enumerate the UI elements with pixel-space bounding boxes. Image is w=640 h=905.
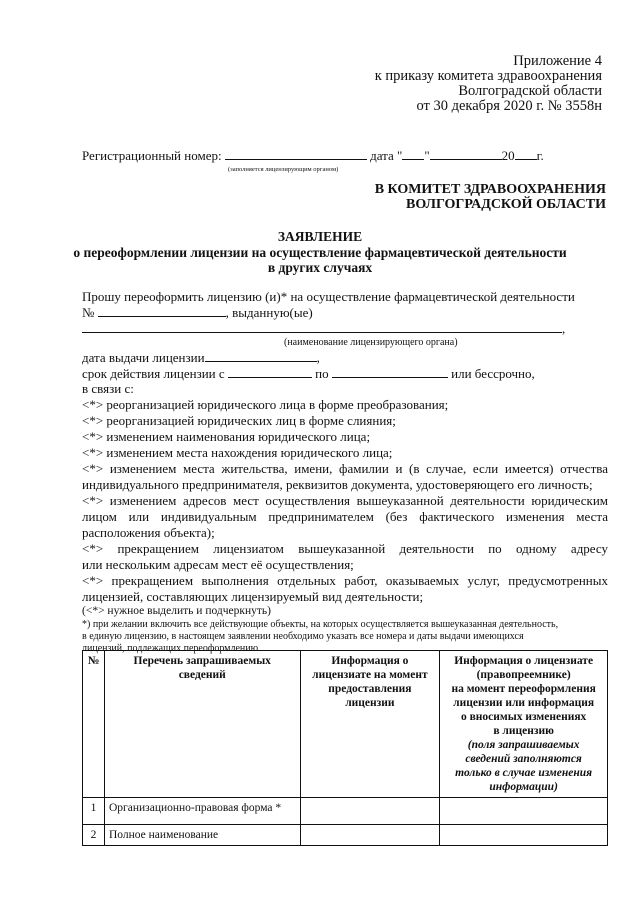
document-subtitle-2: в других случаях xyxy=(267,260,373,275)
registration-note: (заполняется лицензирующим органом) xyxy=(228,166,339,173)
table-row xyxy=(83,798,608,825)
reason-item-8-line-2: лицензией, составляющих лицензируемый вид деятельности; xyxy=(82,589,424,604)
row-name: Организационно-правовая форма * xyxy=(104,798,300,825)
table-header-row xyxy=(83,651,608,798)
year-prefix: 20 xyxy=(501,148,515,163)
reason-item-7-line-1[interactable]: <*> прекращением лицензиатом вышеуказанной деятельности по одному адресу xyxy=(82,541,608,556)
document-title: ЗАЯВЛЕНИЕ xyxy=(277,229,363,244)
header-number: № xyxy=(83,651,105,798)
row-initial-info-cell[interactable] xyxy=(300,825,440,846)
row-number: 1 xyxy=(83,798,105,825)
reason-item[interactable]: <*> изменением наименования юридического лица; xyxy=(82,429,371,444)
registration-number-field[interactable] xyxy=(225,148,367,160)
header-info-reissue: Информация о лицензиате (правопреемнике) на момент переоформления лицензии или информация о вносимых изменениях в лицензию (поля запрашиваемых сведений заполняются только в случае изменения информации) xyxy=(440,651,608,798)
addressee-line-2: ВОЛГОГРАДСКОЙ ОБЛАСТИ xyxy=(406,197,606,212)
validity-to-field[interactable] xyxy=(332,366,448,378)
footnote-line-1: *) при желании включить все действующие объекты, на которых осуществляется вышеуказанная деятельность, xyxy=(82,619,559,630)
footnote-line-3: лицензий, подлежащих переоформлению xyxy=(82,643,259,654)
footnote-line-2: в единую лицензию, в настоящем заявлении необходимо указать все номера и даты выдачи имеющихся xyxy=(82,631,524,642)
addressee-line-1: В КОМИТЕТ ЗДРАВООХРАНЕНИЯ xyxy=(374,182,606,197)
date-day-field[interactable] xyxy=(402,148,424,160)
issue-date-line: дата выдачи лицензии , xyxy=(82,350,320,365)
row-reissue-info-cell[interactable] xyxy=(440,798,608,825)
authority-line xyxy=(82,321,565,337)
date-quote: " xyxy=(424,148,430,163)
document-subtitle-1: о переоформлении лицензии на осуществление фармацевтической деятельности xyxy=(73,245,567,260)
reason-item-8-line-1[interactable]: <*> прекращением выполнения отдельных работ, оказываемых услуг, предусмотренных xyxy=(82,573,608,588)
number-label: № xyxy=(82,305,95,320)
validity-line xyxy=(82,366,535,382)
registration-label: Регистрационный номер: xyxy=(82,148,222,163)
year-suffix: г. xyxy=(536,148,544,163)
table-row xyxy=(83,825,608,846)
license-number-field[interactable] xyxy=(98,305,226,317)
row-name: Полное наименование xyxy=(104,825,300,846)
annex-line-4: от 30 декабря 2020 г. № 3558н xyxy=(416,98,602,114)
requested-info-table xyxy=(82,650,608,846)
annex-line-3: Волгоградской области xyxy=(458,83,602,99)
date-month-field[interactable] xyxy=(430,148,502,160)
reason-item-7-line-2: или нескольким адресам мест её осуществления; xyxy=(82,557,354,572)
row-initial-info-cell[interactable] xyxy=(300,798,440,825)
validity-to-label: по xyxy=(315,366,329,381)
issue-date-label: дата выдачи лицензии xyxy=(82,350,205,365)
row-number: 2 xyxy=(83,825,105,846)
reason-intro: в связи с: xyxy=(82,381,134,396)
authority-field[interactable] xyxy=(82,321,562,333)
reason-item-5-line-2: индивидуального предпринимателя, реквизитов документа, удостоверяющего его личность; xyxy=(82,477,593,492)
reason-item[interactable]: <*> реорганизацией юридических лиц в форме слияния; xyxy=(82,413,396,428)
authority-note: (наименование лицензирующего органа) xyxy=(284,337,458,348)
registration-line xyxy=(82,148,544,164)
date-year-field[interactable] xyxy=(515,148,537,160)
license-number-line xyxy=(82,305,313,321)
date-label: дата " xyxy=(370,148,403,163)
issue-date-field[interactable] xyxy=(205,350,317,362)
reason-item-5-line-1[interactable]: <*> изменением места жительства, имени, фамилии и (в случае, если имеется) отчества xyxy=(82,461,608,476)
request-text: Прошу переоформить лицензию (и)* на осуществление фармацевтической деятельности xyxy=(82,289,575,304)
validity-from-field[interactable] xyxy=(228,366,312,378)
reason-item[interactable]: <*> реорганизацией юридического лица в форме преобразования; xyxy=(82,397,449,412)
annex-line-1: Приложение 4 xyxy=(513,53,602,69)
validity-from-label: срок действия лицензии с xyxy=(82,366,225,381)
validity-unlimited-label: или бессрочно, xyxy=(451,366,535,381)
authority-comma: , xyxy=(562,321,566,336)
annex-line-2: к приказу комитета здравоохранения xyxy=(374,68,602,84)
header-info-initial: Информация о лицензиате на момент предоставления лицензии xyxy=(300,651,440,798)
header-list: Перечень запрашиваемых сведений xyxy=(104,651,300,798)
select-note: (<*> нужное выделить и подчеркнуть) xyxy=(82,605,271,617)
issued-text: , выданную(ые) xyxy=(225,305,313,320)
row-reissue-info-cell[interactable] xyxy=(440,825,608,846)
reason-item[interactable]: <*> изменением места нахождения юридического лица; xyxy=(82,445,393,460)
reason-item-6-line-3: расположения объекта); xyxy=(82,525,215,540)
reason-item-6-line-1[interactable]: <*> изменением адресов мест осуществления вышеуказанной деятельности юридическим xyxy=(82,493,608,508)
reason-item-6-line-2: лицом или индивидуальным предпринимателем (без фактического изменения места xyxy=(82,509,608,524)
